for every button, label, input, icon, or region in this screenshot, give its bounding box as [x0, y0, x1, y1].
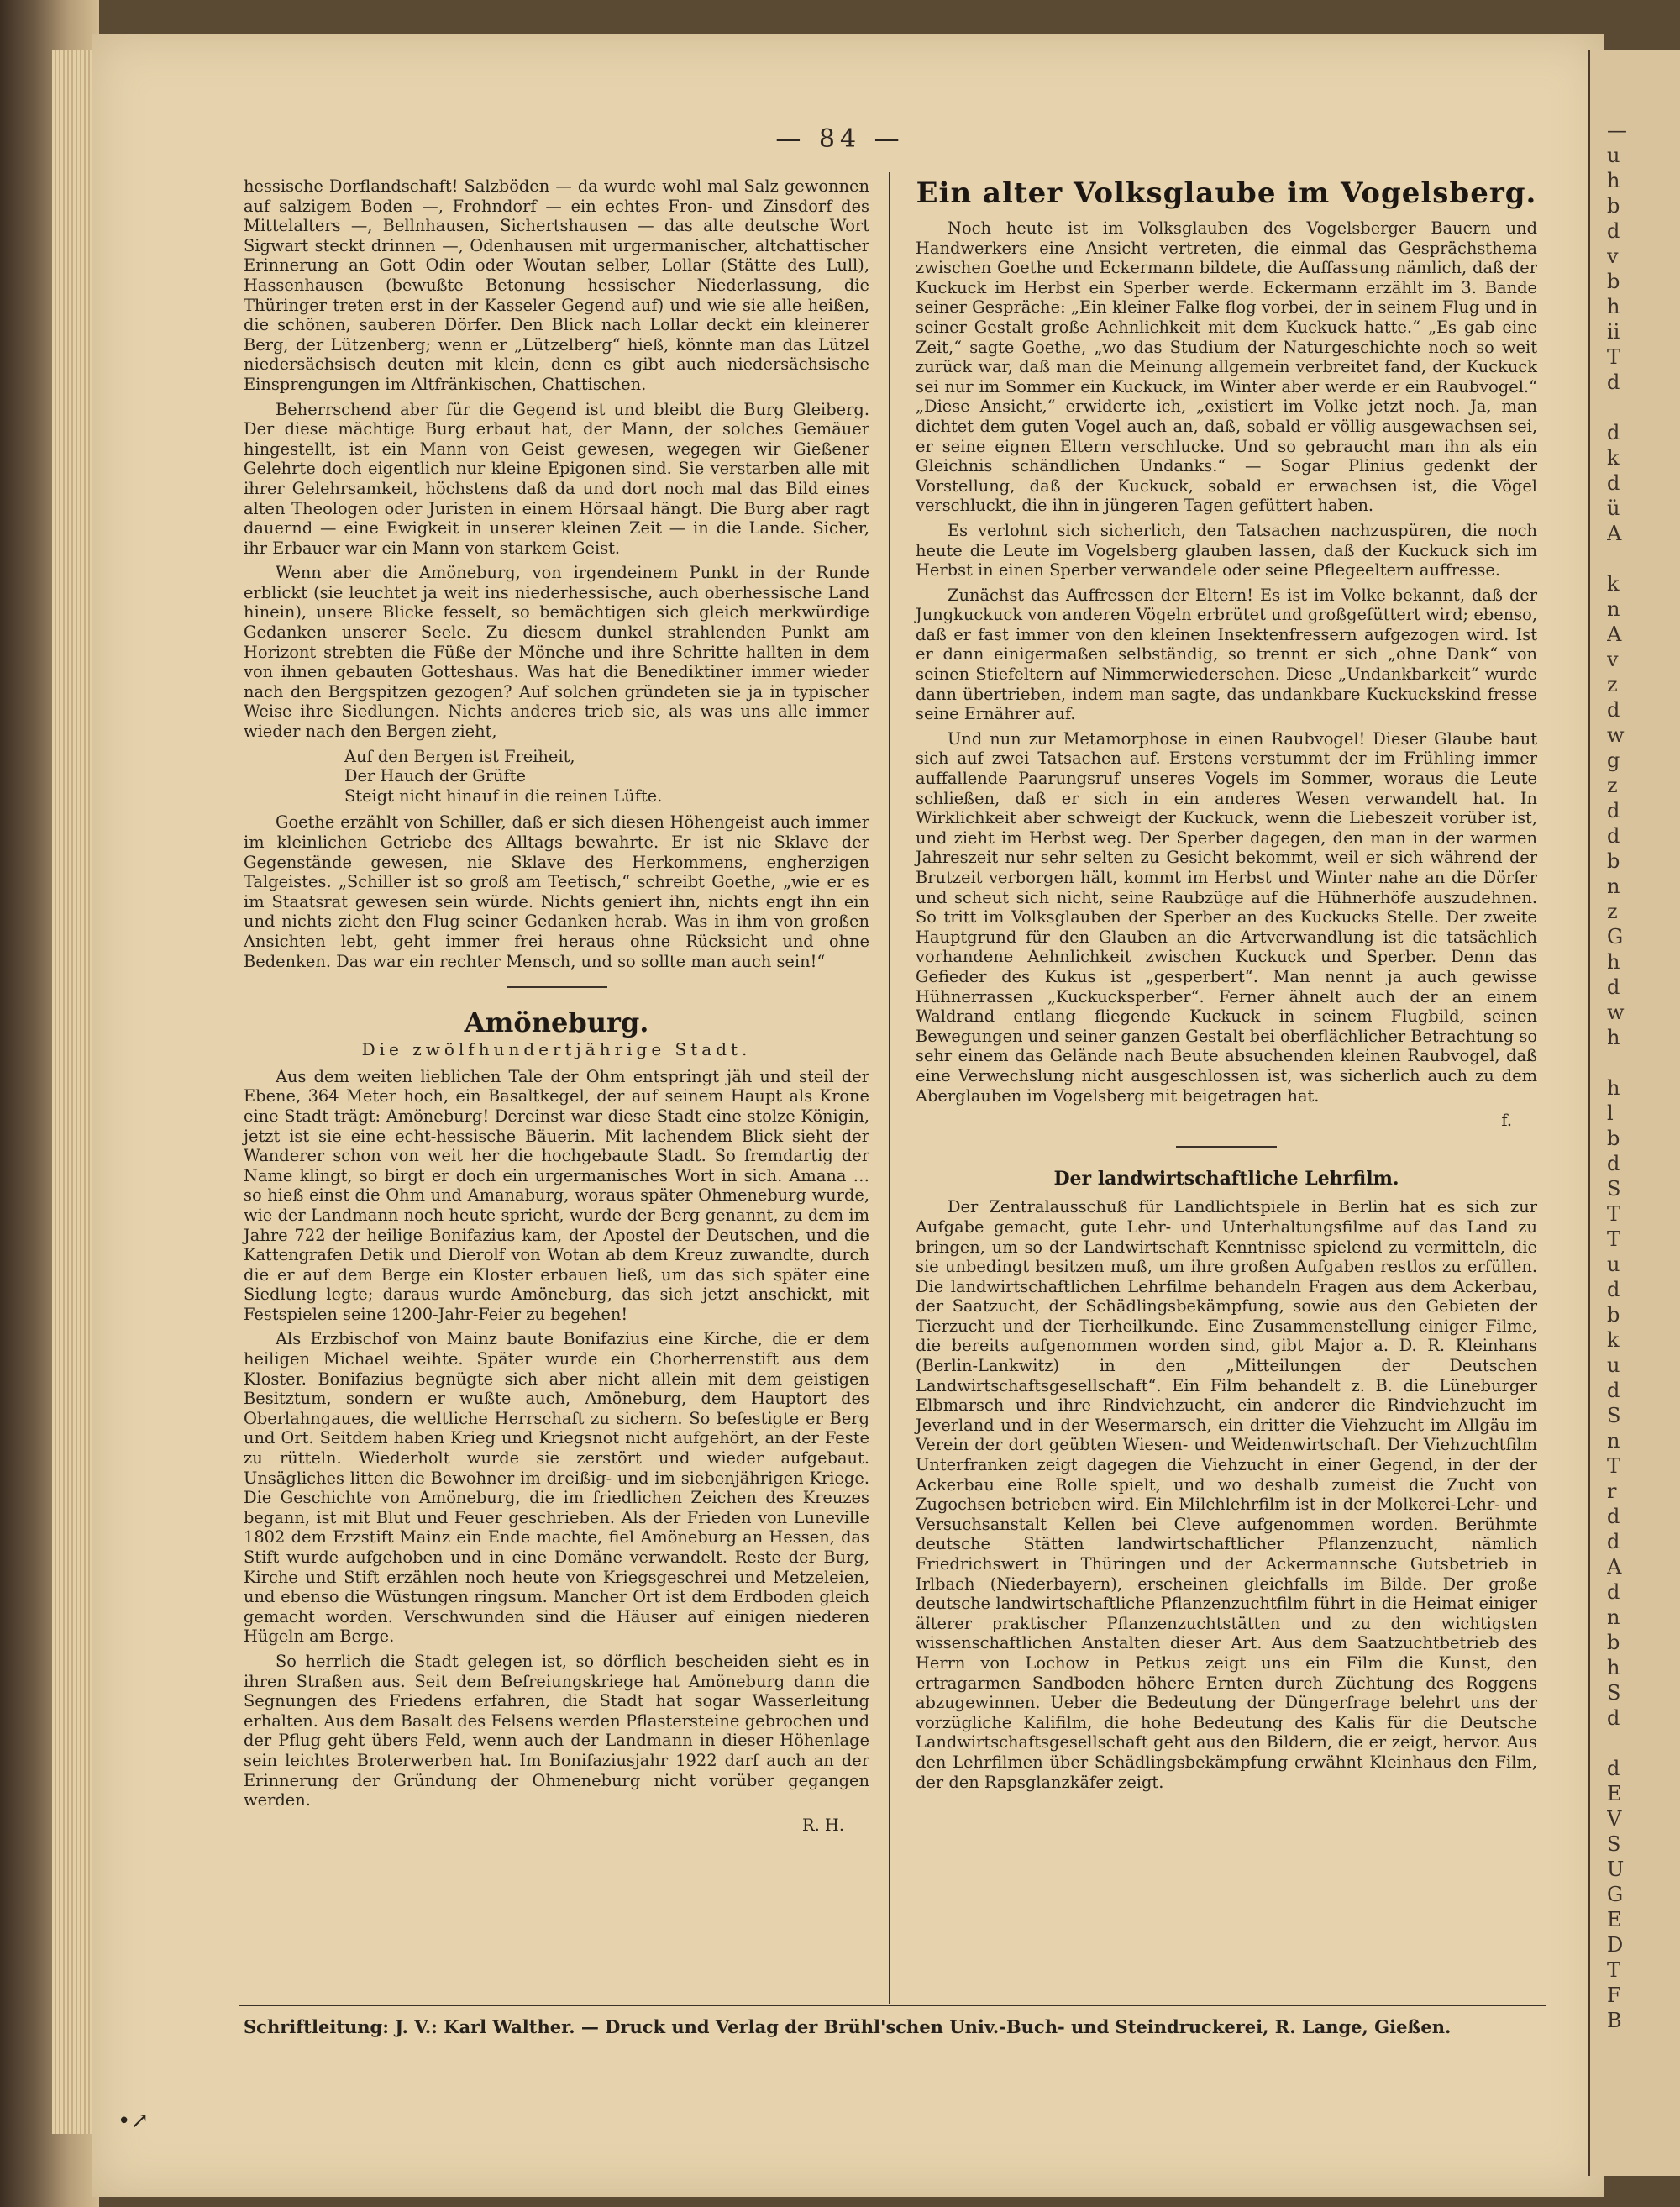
page-number: — 84 — — [775, 124, 905, 154]
paragraph: Und nun zur Metamorphose in einen Raubvogel! Dieser Glaube baut sich auf zwei Tatsachen auf. Erstens verstummt der im Frühling immer auffallende Paarungsruf unseres Vogels im Sommer, woraus die Leute schließen, daß er sich in ein anderes Wesen verwandelt hat. In Wirklichkeit aber schweigt der Kuckuck, wenn die Liebeszeit vorüber ist, und zieht im Herbst weg. Der Sperber dagegen, den man in der warmen Jahreszeit nur sehr selten zu Gesicht bekommt, weil er sich während der Brutzeit verborgen hält, kommt im Herbst und Winter nahe an die Dörfer und scheut sich nicht, seine Raubzüge auf die Hühnerhöfe auszudehnen. So tritt im Volksglauben der Sperber an des Kuckucks Stelle. Der zweite Hauptgrund für den Glauben an die Artverwandlung ist die tatsächlich vorhandene Aehnlichkeit zwischen Kuckuck und Sperber. Denn das Gefieder des Kukus ist „gesperbert“. Man nennt ja auch gewisse Hühnerrassen „Kuckucksperber“. Ferner ähnelt auch der an einem Waldrand entlang fliegende Kuckuck in seinem Flugbild, seinen Bewegungen und seiner ganzen Gestalt bei oberflächlicher Betrachtung so sehr einem das Gelände nach Beute absuchenden kleinen Raubvogel, daß eine Verwechslung nicht ausgeschlossen ist, was sicherlich auch zu dem Aberglauben im Vogelsberg mit beigetragen hat. — [916, 728, 1537, 1106]
article-title-lehrfilm: Der landwirtschaftliche Lehrfilm. — [1053, 1167, 1399, 1190]
paragraph: Wenn aber die Amöneburg, von irgendeinem Punkt in der Runde erblickt (sie leuchtet ja weit ins niederhessische, auch oberhessische Land hinein), unsere Blicke fesselt, so bemächtigen sich gleich merkwürdige Gedanken unserer Seele. Zu diesem dunkel strahlenden Punkt am Horizont strebten die Füße der Mönche und ihre Schritte hallten in dem von ihnen gebauten Gotteshaus. Was hat die Benediktiner immer wieder nach den Bergspitzen gezogen? Auf solchen gründeten sie ja in typischer Weise ihre Siedlungen. Nichts anderes trieb sie, als was uns alle immer wieder nach den Bergen zieht, — [244, 563, 869, 742]
corner-mark: •↗ — [118, 2109, 150, 2134]
article-title-amoeneburg: Amöneburg. — [464, 1006, 649, 1039]
article-subtitle: Die zwölfhundertjährige Stadt. — [361, 1039, 752, 1060]
poem-line: Auf den Bergen ist Freiheit, — [344, 746, 575, 766]
paragraph: Der Zentralausschuß für Landlichtspiele in Berlin hat es sich zur Aufgabe gemacht, gute Lehr- und Unterhaltungsfilme auf das Land zu bringen, um so der Landwirtschaft Kenntnisse spielend zu vermitteln, die sie unbedingt besitzen muß, um ihre großen Aufgaben restlos zu erfüllen. Die landwirtschaftlichen Lehrfilme behandeln Fragen aus dem Ackerbau, der Saatzucht, der Schädlingsbekämpfung, sowie aus den Gebieten der Tierzucht und der Tierheilkunde. Eine Zusammenstellung einiger Filme, die bereits aufgenommen worden sind, gibt Major a. D. R. Kleinhans (Berlin-Lankwitz) in den „Mitteilungen der Deutschen Landwirtschaftsgesellschaft“. Ein Film behandelt z. B. die Lüneburger Elbmarsch und ihre Rindviehzucht, ein anderer die Rindviehzucht im Jeverland und in der Wesermarsch, ein dritter die Viehzucht im Allgäu im Verein der dort geübten Wiesen- und Weidenwirtschaft. Der Viehzuchtfilm Unterfranken zeigt dagegen die Viehzucht in einer Gegend, in der der Ackerbau eine Rolle spielt, und wo deshalb zumeist die Zucht von Zugochsen betrieben wird. Ein Milchlehrfilm ist in der Molkerei-Lehr- und Versuchsanstalt Kellen bei Cleve aufgenommen worden. Berühmte deutsche Stätten landwirtschaftlicher Pflanzenzucht, nämlich Friedrichswert in Thüringen und der Ackermannsche Gutsbetrieb in Irlbach (Niederbayern), erscheinen gleichfalls im Bilde. Der große deutsche landwirtschaftliche Pflanzenzuchtfilm führt in die Heimat einiger älterer praktischer Pflanzenzuchtstätten und zu den wichtigsten wissenschaftlichen Anstalten dieser Art. Aus dem Saatzuchtbetrieb des Herrn von Lochow in Petkus zeigt uns ein Film die Kunst, den ertragarmen Sandboden höhere Ernten durch Züchtung des Roggens abzugewinnen. Ueber die Bedeutung der Düngerfrage belehrt uns der vorzügliche Kalifilm, die hohe Bedeutung des Kalis für die Deutsche Landwirtschaftsgesellschaft geht aus den Bildern, die er zeigt, hervor. Aus den Lehrfilmen über Schädlingsbekämpfung erwähnt Kleinhaus den Film, der den Rapsglanzkäfer zeigt. — [916, 1197, 1537, 1792]
paragraph: Noch heute ist im Volksglauben des Vogelsberger Bauern und Handwerkers eine Ansicht vertreten, die einmal das Gesprächsthema zwischen Goethe und Eckermann bildete, die Auffassung nämlich, daß der Kuckuck im Herbst ein Sperber werde. Eckermann erzählt im 3. Bande seiner Gespräche: „Ein kleiner Falke flog vorbei, der in seinem Flug und in seiner Gestalt große Aehnlichkeit mit dem Kuckuck hatte.“ „Es gab eine Zeit,“ sagte Goethe, „wo das Studium der Naturgeschichte noch so weit zurück war, daß man die Meinung allgemein verbreitet fand, der Kuckuck sei nur im Sommer ein Kuckuck, im Winter aber werde er ein Raubvogel.“ „Diese Ansicht,“ erwiderte ich, „existiert im Volke jetzt noch. Ja, man dichtet dem guten Vogel auch an, daß, sobald er völlig ausgewachsen sei, er seine eignen Eltern verschlucke. Und so gebraucht man ihn als ein Gleichnis schändlichen Undanks.“ — Sogar Plinius gedenkt der Vorstellung, daß der Kuckuck, sobald er erwachsen ist, die Vögel verschluckt, die ihn in jüngeren Tagen gefüttert haben. — [916, 218, 1537, 516]
footer-divider — [239, 2005, 1546, 2006]
next-page-bleed-text: — u h b d v b h ii T d d k d ü A k n A v z d w g z d d b n z G h d w h h l b d S T T u d b k u d S n T r d d A d n b h S d d E V S U G E D T F B — [1607, 118, 1627, 2032]
poem-line: Steigt nicht hinauf in die reinen Lüfte. — [344, 786, 663, 806]
paragraph: Zunächst das Auffressen der Eltern! Es ist im Volke bekannt, daß der Jungkuckuck von anderen Vögeln erbrütet und großgefüttert wird; ebenso, daß er fast immer von den kleinen Insektenfressern aufgezogen wird. Ist er dann einigermaßen selbständig, so trennt er sich „ohne Dank“ von seinen Stiefeltern auf Nimmerwiedersehen. Diese „Undankbarkeit“ wurde dann übertrieben, indem man sagte, das undankbare Kuckuckskind fresse seine Ernährer auf. — [916, 585, 1537, 724]
book-binding-edge — [0, 0, 99, 2207]
left-column — [244, 176, 869, 1835]
author-signature: R. H. — [801, 1815, 844, 1835]
poem-quote — [344, 747, 869, 807]
article-title-volksglaube: Ein alter Volksglaube im Vogelsberg. — [916, 176, 1537, 210]
author-signature: f. — [1501, 1111, 1512, 1131]
section-divider — [1176, 1146, 1277, 1148]
column-divider — [889, 172, 890, 2004]
section-divider — [507, 986, 607, 988]
imprint-footer: Schriftleitung: J. V.: Karl Walther. — Druck und Verlag der Brühl'schen Univ.-Buch- und Steindruckerei, R. Lange, Gießen. — [244, 2016, 1452, 2037]
paragraph: Aus dem weiten lieblichen Tale der Ohm entspringt jäh und steil der Ebene, 364 Meter hoch, ein Basaltkegel, der auf seinem Haupt als Krone eine Stadt trägt: Amöneburg! Dereinst war diese Stadt eine stolze Königin, jetzt ist sie eine echt-hessische Bäuerin. Mit lachendem Blick sieht der Wanderer schon von weit her die hochgebaute Stadt. So fremdartig der Name klingt, so birgt er doch ein urgermanisches Wort in sich. Amana … so hieß einst die Ohm und Amanaburg, woraus später Ohmeneburg wurde, wie der Landmann noch heute spricht, wurde der Berg genannt, zu dem im Jahre 722 der heilige Bonifazius kam, der Apostel der Deutschen, und die Kattengrafen Detik und Dierolf von Wotan ab dem Kreuz zuwandte, durch die er auf dem Berge ein Kloster erbauen ließ, um das sich später eine Siedlung legte; daraus wurde Amöneburg, das sich jetzt anschickt, mit Festspielen seine 1200-Jahr-Feier zu begehen! — [244, 1066, 869, 1324]
paragraph: Goethe erzählt von Schiller, daß er sich diesen Höhengeist auch immer im kleinlichen Getriebe des Alltags bewahrte. Er ist nie Sklave der Gegenstände gewesen, nie Sklave des Herkommens, engherzigen Talgeistes. „Schiller ist so groß am Teetisch,“ schreibt Goethe, „wie er es im Staatsrat gewesen sein würde. Nichts geniert ihn, nichts engt ihn ein und nichts zieht den Flug seiner Gedanken herab. Was in ihm von großen Ansichten lebt, geht immer frei heraus ohne Rücksicht und ohne Bedenken. Das war ein rechter Mensch, und so sollte man auch sein!“ — [244, 812, 869, 971]
paragraph: So herrlich die Stadt gelegen ist, so dörflich bescheiden sieht es in ihren Straßen aus. Seit dem Befreiungskriege hat Amöneburg dann die Segnungen des Friedens erfahren, die Stadt hat sogar Wasserleitung erhalten. Aus dem Basalt des Felsens werden Pflastersteine gebrochen und der Pflug geht übers Feld, wenn auch der Landmann in dieser Höhenlage sein leichtes Broterwerben hat. Im Bonifaziusjahr 1922 darf auch an der Erinnerung der Gründung der Ohmeneburg nicht vorüber gegangen werden. — [244, 1651, 869, 1810]
paragraph: hessische Dorflandschaft! Salzböden — da wurde wohl mal Salz gewonnen auf salzigem Boden —, Frohndorf — ein echtes Fron- und Zinsdorf des Mittelalters —, Bellnhausen, Sichertshausen — das alte deutsche Wort Sigwart steckt drinnen —, Odenhausen mit urgermanischer, altchattischer Erinnerung an Gott Odin oder Woutan selber, Lollar (Stätte des Lull), Hassenhausen (bewußte Betonung hessischer Niederlassung, die Thüringer treten erst in der Kasseler Gegend auf) und wie sie alle heißen, die schönen, sauberen Dörfer. Den Blick nach Lollar deckt ein kleinerer Berg, der Lützenberg; wenn er „Lützelberg“ hieß, könnte man das Lützel niedersächsisch deuten mit klein, denn es gibt auch niedersächsische Einsprengungen im Altfränkischen, Chattischen. — [244, 176, 869, 394]
next-page-edge — [1588, 50, 1680, 2176]
right-column — [916, 176, 1537, 1797]
paragraph: Beherrschend aber für die Gegend ist und bleibt die Burg Gleiberg. Der diese mächtige Burg erbaut hat, der Mann, der solches Gemäuer hingestellt, ist ein Mann von Geist gewesen, wegegen wir Gießener Gelehrte doch eigentlich nur kleine Epigonen sind. Sie verstarben alle mit ihrer Gelehrsamkeit, höchstens daß da und dort noch mal das Bild eines alten Theologen oder Juristen in einem Hörsaal hängt. Die Burg aber ragt dauernd — eine Ewigkeit in unserer kleinen Zeit — in die Lande. Sicher, ihr Erbauer war ein Mann von starkem Geist. — [244, 399, 869, 558]
page-leaves — [52, 50, 96, 2134]
poem-line: Der Hauch der Grüfte — [344, 766, 526, 786]
paragraph: Als Erzbischof von Mainz baute Bonifazius eine Kirche, die er dem heiligen Michael weihte. Später wurde ein Chorherrenstift aus dem Kloster. Bonifazius begnügte sich aber nicht allein mit dem geistigen Besitztum, sondern er wußte auch, Amöneburg, dem Hauptort des Oberlahngaues, die weltliche Herrschaft zu sichern. So befestigte er Berg und Ort. Seitdem haben Krieg und Kriegsnot nicht aufgehört, an der Feste zu rütteln. Wiederholt wurde sie zerstört und wieder aufgebaut. Unsägliches litten die Bewohner im dreißig- und im siebenjährigen Kriege. Die Geschichte von Amöneburg, die im friedlichen Zeichen des Kreuzes begann, ist mit Blut und Feuer geschrieben. Als der Frieden von Luneville 1802 dem Erzstift Mainz ein Ende machte, fiel Amöneburg an Hessen, das Stift wurde aufgehoben und in eine Domäne verwandelt. Reste der Burg, Kirche und Stift erzählen noch heute von Kriegsgeschrei und Metzeleien, und ebenso die Wüstungen ringsum. Mancher Ort ist dem Erdboden gleich gemacht worden. Verschwunden sind die Häuser auf einigen niederen Hügeln am Berge. — [244, 1329, 869, 1647]
paragraph: Es verlohnt sich sicherlich, den Tatsachen nachzuspüren, die noch heute die Leute im Vogelsberg glauben lassen, daß der Kuckuck sich im Herbst in einen Sperber verwandele oder seine Pflegeeltern auffresse. — [916, 520, 1537, 581]
